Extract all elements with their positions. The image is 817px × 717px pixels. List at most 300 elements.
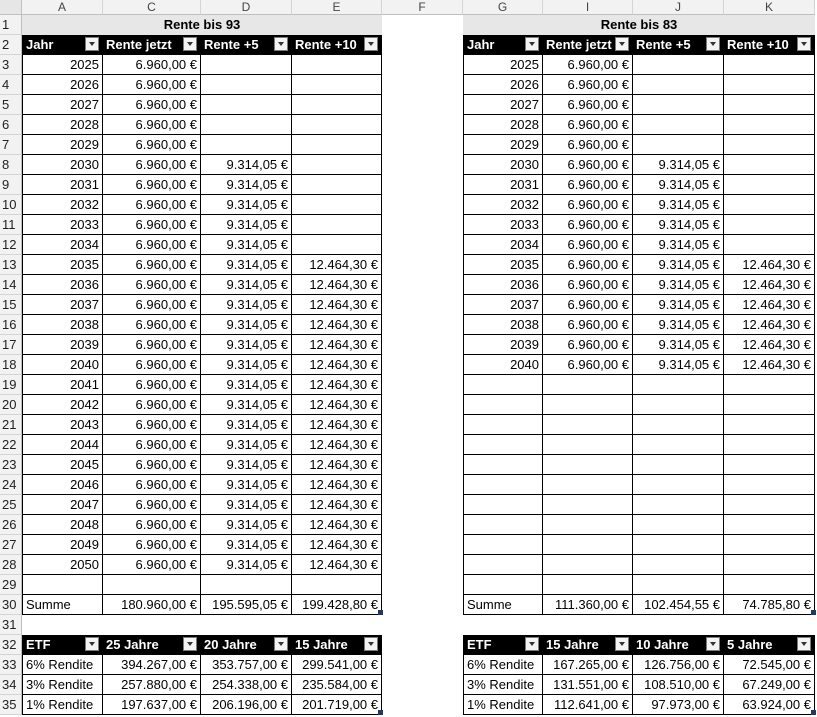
left-data-cell[interactable]: 12.464,30 € (292, 515, 382, 535)
left-data-cell[interactable]: 2043 (22, 415, 103, 435)
left-data-cell[interactable]: 6.960,00 € (103, 215, 201, 235)
right-data-cell[interactable] (543, 415, 633, 435)
right-data-cell[interactable] (463, 375, 543, 395)
right-data-cell[interactable]: 6.960,00 € (543, 135, 633, 155)
right-sum-cell[interactable]: 111.360,00 € (543, 595, 633, 615)
left-data-cell[interactable]: 9.314,05 € (201, 435, 292, 455)
right-data-cell[interactable] (633, 395, 724, 415)
left-data-cell[interactable]: 2035 (22, 255, 103, 275)
right-data-cell[interactable] (724, 555, 815, 575)
left-data-cell[interactable]: 6.960,00 € (103, 75, 201, 95)
left-data-cell[interactable]: 6.960,00 € (103, 295, 201, 315)
right-data-cell[interactable]: 9.314,05 € (633, 275, 724, 295)
left-data-cell[interactable]: 2037 (22, 295, 103, 315)
right-data-cell[interactable]: 6.960,00 € (543, 335, 633, 355)
filter-dropdown-icon[interactable] (364, 37, 378, 51)
right-etf-cell[interactable]: 108.510,00 € (633, 675, 724, 695)
left-data-cell[interactable]: 6.960,00 € (103, 175, 201, 195)
left-data-cell[interactable]: 6.960,00 € (103, 235, 201, 255)
row-header-26[interactable]: 26 (0, 515, 22, 535)
left-data-cell[interactable]: 9.314,05 € (201, 175, 292, 195)
column-header-j[interactable]: J (633, 0, 724, 15)
row-header-30[interactable]: 30 (0, 595, 22, 615)
right-etf-header-1[interactable] (543, 635, 633, 655)
filter-dropdown-icon[interactable] (85, 637, 99, 651)
select-all-corner[interactable] (0, 0, 22, 15)
right-data-cell[interactable]: 2025 (463, 55, 543, 75)
right-data-cell[interactable] (633, 95, 724, 115)
right-data-cell[interactable] (543, 575, 633, 595)
right-data-cell[interactable]: 12.464,30 € (724, 295, 815, 315)
left-data-cell[interactable]: 6.960,00 € (103, 415, 201, 435)
right-data-cell[interactable] (724, 175, 815, 195)
left-data-cell[interactable]: 6.960,00 € (103, 275, 201, 295)
right-etf-cell[interactable]: 167.265,00 € (543, 655, 633, 675)
left-data-cell[interactable]: 12.464,30 € (292, 395, 382, 415)
left-data-cell[interactable]: 12.464,30 € (292, 295, 382, 315)
right-data-cell[interactable] (724, 55, 815, 75)
right-data-cell[interactable]: 2033 (463, 215, 543, 235)
left-data-cell[interactable]: 6.960,00 € (103, 255, 201, 275)
left-etf-cell[interactable]: 394.267,00 € (103, 655, 201, 675)
row-header-11[interactable]: 11 (0, 215, 22, 235)
row-header-6[interactable]: 6 (0, 115, 22, 135)
right-data-cell[interactable] (463, 515, 543, 535)
left-data-cell[interactable] (201, 55, 292, 75)
right-data-cell[interactable]: 9.314,05 € (633, 215, 724, 235)
left-data-cell[interactable]: 6.960,00 € (103, 55, 201, 75)
right-header-3[interactable] (724, 35, 815, 55)
left-data-cell[interactable] (22, 575, 103, 595)
left-etf-header-0[interactable] (22, 635, 103, 655)
left-etf-header-1[interactable] (103, 635, 201, 655)
left-etf-cell[interactable]: 6% Rendite (22, 655, 103, 675)
left-etf-cell[interactable]: 201.719,00 € (292, 695, 382, 715)
row-header-21[interactable]: 21 (0, 415, 22, 435)
right-data-cell[interactable] (633, 575, 724, 595)
right-etf-cell[interactable]: 97.973,00 € (633, 695, 724, 715)
filter-dropdown-icon[interactable] (525, 37, 539, 51)
left-data-cell[interactable]: 2025 (22, 55, 103, 75)
left-data-cell[interactable]: 9.314,05 € (201, 515, 292, 535)
right-etf-cell[interactable]: 112.641,00 € (543, 695, 633, 715)
left-data-cell[interactable]: 2033 (22, 215, 103, 235)
row-header-10[interactable]: 10 (0, 195, 22, 215)
right-data-cell[interactable]: 2026 (463, 75, 543, 95)
right-data-cell[interactable]: 6.960,00 € (543, 215, 633, 235)
right-data-cell[interactable] (633, 515, 724, 535)
left-data-cell[interactable]: 6.960,00 € (103, 195, 201, 215)
right-data-cell[interactable]: 9.314,05 € (633, 175, 724, 195)
right-data-cell[interactable]: 2039 (463, 335, 543, 355)
left-etf-cell[interactable]: 206.196,00 € (201, 695, 292, 715)
left-data-cell[interactable]: 6.960,00 € (103, 395, 201, 415)
left-data-cell[interactable]: 12.464,30 € (292, 335, 382, 355)
right-data-cell[interactable]: 6.960,00 € (543, 235, 633, 255)
left-data-cell[interactable]: 6.960,00 € (103, 95, 201, 115)
right-data-cell[interactable] (543, 455, 633, 475)
left-data-cell[interactable]: 6.960,00 € (103, 375, 201, 395)
right-data-cell[interactable] (724, 495, 815, 515)
table-resize-handle[interactable] (378, 710, 383, 715)
left-sum-cell[interactable]: 199.428,80 € (292, 595, 382, 615)
right-data-cell[interactable] (543, 475, 633, 495)
left-data-cell[interactable] (292, 55, 382, 75)
right-data-cell[interactable] (724, 535, 815, 555)
right-data-cell[interactable] (463, 455, 543, 475)
left-etf-cell[interactable]: 3% Rendite (22, 675, 103, 695)
right-data-cell[interactable]: 6.960,00 € (543, 315, 633, 335)
right-data-cell[interactable] (724, 95, 815, 115)
right-data-cell[interactable] (724, 515, 815, 535)
right-data-cell[interactable]: 2034 (463, 235, 543, 255)
row-header-24[interactable]: 24 (0, 475, 22, 495)
right-data-cell[interactable] (724, 395, 815, 415)
left-data-cell[interactable]: 2036 (22, 275, 103, 295)
right-data-cell[interactable]: 12.464,30 € (724, 275, 815, 295)
left-data-cell[interactable]: 2040 (22, 355, 103, 375)
right-data-cell[interactable] (724, 135, 815, 155)
right-data-cell[interactable]: 2029 (463, 135, 543, 155)
left-data-cell[interactable]: 9.314,05 € (201, 395, 292, 415)
right-data-cell[interactable]: 12.464,30 € (724, 355, 815, 375)
right-data-cell[interactable]: 6.960,00 € (543, 255, 633, 275)
right-data-cell[interactable] (724, 575, 815, 595)
filter-dropdown-icon[interactable] (615, 637, 629, 651)
right-header-2[interactable] (633, 35, 724, 55)
filter-dropdown-icon[interactable] (797, 37, 811, 51)
right-etf-cell[interactable]: 126.756,00 € (633, 655, 724, 675)
row-header-23[interactable]: 23 (0, 455, 22, 475)
left-data-cell[interactable]: 2039 (22, 335, 103, 355)
right-data-cell[interactable] (543, 395, 633, 415)
right-data-cell[interactable] (463, 555, 543, 575)
left-data-cell[interactable]: 6.960,00 € (103, 135, 201, 155)
column-header-e[interactable]: E (292, 0, 382, 15)
right-data-cell[interactable]: 9.314,05 € (633, 155, 724, 175)
right-data-cell[interactable] (463, 395, 543, 415)
row-header-31[interactable]: 31 (0, 615, 22, 635)
filter-dropdown-icon[interactable] (615, 37, 629, 51)
right-data-cell[interactable] (724, 75, 815, 95)
right-etf-cell[interactable]: 72.545,00 € (724, 655, 815, 675)
right-data-cell[interactable]: 9.314,05 € (633, 335, 724, 355)
left-data-cell[interactable] (292, 175, 382, 195)
right-etf-cell[interactable]: 6% Rendite (463, 655, 543, 675)
left-data-cell[interactable]: 9.314,05 € (201, 155, 292, 175)
left-data-cell[interactable]: 2041 (22, 375, 103, 395)
left-data-cell[interactable]: 2031 (22, 175, 103, 195)
right-data-cell[interactable] (463, 495, 543, 515)
row-header-5[interactable]: 5 (0, 95, 22, 115)
row-header-29[interactable]: 29 (0, 575, 22, 595)
left-sum-label[interactable]: Summe (22, 595, 103, 615)
row-header-15[interactable]: 15 (0, 295, 22, 315)
right-data-cell[interactable]: 2032 (463, 195, 543, 215)
left-data-cell[interactable] (292, 155, 382, 175)
left-data-cell[interactable] (201, 95, 292, 115)
left-data-cell[interactable]: 9.314,05 € (201, 455, 292, 475)
right-etf-cell[interactable]: 67.249,00 € (724, 675, 815, 695)
left-data-cell[interactable]: 9.314,05 € (201, 195, 292, 215)
right-data-cell[interactable] (724, 455, 815, 475)
row-header-13[interactable]: 13 (0, 255, 22, 275)
row-header-27[interactable]: 27 (0, 535, 22, 555)
right-data-cell[interactable] (724, 475, 815, 495)
left-data-cell[interactable]: 6.960,00 € (103, 475, 201, 495)
right-data-cell[interactable]: 2040 (463, 355, 543, 375)
left-data-cell[interactable]: 9.314,05 € (201, 275, 292, 295)
left-etf-cell[interactable]: 197.637,00 € (103, 695, 201, 715)
filter-dropdown-icon[interactable] (706, 637, 720, 651)
left-data-cell[interactable]: 2045 (22, 455, 103, 475)
left-data-cell[interactable]: 9.314,05 € (201, 535, 292, 555)
right-data-cell[interactable]: 2030 (463, 155, 543, 175)
left-data-cell[interactable]: 9.314,05 € (201, 335, 292, 355)
left-data-cell[interactable]: 12.464,30 € (292, 415, 382, 435)
left-data-cell[interactable]: 9.314,05 € (201, 375, 292, 395)
filter-dropdown-icon[interactable] (797, 637, 811, 651)
row-header-19[interactable]: 19 (0, 375, 22, 395)
left-data-cell[interactable] (292, 195, 382, 215)
row-header-7[interactable]: 7 (0, 135, 22, 155)
left-data-cell[interactable]: 9.314,05 € (201, 295, 292, 315)
left-data-cell[interactable]: 2038 (22, 315, 103, 335)
right-data-cell[interactable] (633, 115, 724, 135)
left-data-cell[interactable]: 2044 (22, 435, 103, 455)
right-data-cell[interactable] (543, 515, 633, 535)
right-data-cell[interactable] (633, 415, 724, 435)
left-etf-cell[interactable]: 299.541,00 € (292, 655, 382, 675)
left-data-cell[interactable] (292, 95, 382, 115)
right-data-cell[interactable]: 9.314,05 € (633, 355, 724, 375)
right-data-cell[interactable]: 12.464,30 € (724, 335, 815, 355)
right-etf-cell[interactable]: 3% Rendite (463, 675, 543, 695)
right-etf-cell[interactable]: 131.551,00 € (543, 675, 633, 695)
row-header-18[interactable]: 18 (0, 355, 22, 375)
right-data-cell[interactable] (543, 555, 633, 575)
left-data-cell[interactable]: 2046 (22, 475, 103, 495)
right-sum-cell[interactable]: 74.785,80 € (724, 595, 815, 615)
right-etf-cell[interactable]: 1% Rendite (463, 695, 543, 715)
left-data-cell[interactable]: 6.960,00 € (103, 315, 201, 335)
left-header-2[interactable] (201, 35, 292, 55)
left-sum-cell[interactable]: 195.595,05 € (201, 595, 292, 615)
right-data-cell[interactable] (463, 435, 543, 455)
right-data-cell[interactable]: 6.960,00 € (543, 355, 633, 375)
column-header-i[interactable]: I (543, 0, 633, 15)
right-data-cell[interactable] (633, 375, 724, 395)
left-data-cell[interactable] (201, 575, 292, 595)
row-header-33[interactable]: 33 (0, 655, 22, 675)
right-data-cell[interactable] (543, 435, 633, 455)
left-etf-cell[interactable]: 1% Rendite (22, 695, 103, 715)
left-data-cell[interactable]: 2026 (22, 75, 103, 95)
left-data-cell[interactable]: 9.314,05 € (201, 255, 292, 275)
left-etf-cell[interactable]: 235.584,00 € (292, 675, 382, 695)
left-data-cell[interactable]: 6.960,00 € (103, 335, 201, 355)
left-data-cell[interactable]: 6.960,00 € (103, 555, 201, 575)
left-data-cell[interactable]: 2034 (22, 235, 103, 255)
left-data-cell[interactable]: 12.464,30 € (292, 355, 382, 375)
filter-dropdown-icon[interactable] (274, 37, 288, 51)
right-data-cell[interactable] (724, 195, 815, 215)
right-data-cell[interactable]: 6.960,00 € (543, 75, 633, 95)
right-data-cell[interactable] (463, 415, 543, 435)
right-header-0[interactable] (463, 35, 543, 55)
left-data-cell[interactable]: 2042 (22, 395, 103, 415)
left-data-cell[interactable]: 2049 (22, 535, 103, 555)
column-header-g[interactable]: G (463, 0, 543, 15)
left-data-cell[interactable] (292, 215, 382, 235)
right-data-cell[interactable] (724, 415, 815, 435)
left-data-cell[interactable] (292, 135, 382, 155)
right-data-cell[interactable]: 9.314,05 € (633, 295, 724, 315)
right-etf-header-3[interactable] (724, 635, 815, 655)
left-etf-header-3[interactable] (292, 635, 382, 655)
right-data-cell[interactable]: 6.960,00 € (543, 155, 633, 175)
filter-dropdown-icon[interactable] (85, 37, 99, 51)
left-data-cell[interactable]: 12.464,30 € (292, 535, 382, 555)
right-data-cell[interactable] (724, 375, 815, 395)
column-header-d[interactable]: D (201, 0, 292, 15)
right-data-cell[interactable] (633, 475, 724, 495)
row-header-8[interactable]: 8 (0, 155, 22, 175)
right-data-cell[interactable]: 9.314,05 € (633, 195, 724, 215)
left-data-cell[interactable]: 12.464,30 € (292, 315, 382, 335)
right-data-cell[interactable]: 2038 (463, 315, 543, 335)
left-data-cell[interactable]: 2029 (22, 135, 103, 155)
row-header-9[interactable]: 9 (0, 175, 22, 195)
row-header-17[interactable]: 17 (0, 335, 22, 355)
right-data-cell[interactable]: 2036 (463, 275, 543, 295)
row-header-2[interactable]: 2 (0, 35, 22, 55)
left-etf-header-2[interactable] (201, 635, 292, 655)
left-data-cell[interactable]: 12.464,30 € (292, 475, 382, 495)
left-data-cell[interactable]: 2048 (22, 515, 103, 535)
left-data-cell[interactable] (201, 135, 292, 155)
column-header-c[interactable]: C (103, 0, 201, 15)
right-data-cell[interactable] (633, 55, 724, 75)
left-etf-cell[interactable]: 353.757,00 € (201, 655, 292, 675)
column-header-k[interactable]: K (724, 0, 815, 15)
table-resize-handle[interactable] (811, 610, 816, 615)
left-data-cell[interactable]: 6.960,00 € (103, 535, 201, 555)
right-header-1[interactable] (543, 35, 633, 55)
left-data-cell[interactable]: 9.314,05 € (201, 555, 292, 575)
row-header-25[interactable]: 25 (0, 495, 22, 515)
left-data-cell[interactable] (103, 575, 201, 595)
right-data-cell[interactable]: 12.464,30 € (724, 315, 815, 335)
right-data-cell[interactable] (633, 135, 724, 155)
row-header-20[interactable]: 20 (0, 395, 22, 415)
right-data-cell[interactable]: 2035 (463, 255, 543, 275)
right-data-cell[interactable] (724, 235, 815, 255)
table-resize-handle[interactable] (811, 710, 816, 715)
left-data-cell[interactable]: 2047 (22, 495, 103, 515)
left-data-cell[interactable]: 9.314,05 € (201, 475, 292, 495)
column-header-a[interactable]: A (22, 0, 103, 15)
left-data-cell[interactable]: 6.960,00 € (103, 355, 201, 375)
left-data-cell[interactable]: 9.314,05 € (201, 355, 292, 375)
right-data-cell[interactable]: 6.960,00 € (543, 115, 633, 135)
right-data-cell[interactable]: 6.960,00 € (543, 95, 633, 115)
right-data-cell[interactable]: 12.464,30 € (724, 255, 815, 275)
right-data-cell[interactable] (724, 215, 815, 235)
filter-dropdown-icon[interactable] (183, 637, 197, 651)
right-data-cell[interactable]: 6.960,00 € (543, 55, 633, 75)
left-data-cell[interactable]: 2030 (22, 155, 103, 175)
right-data-cell[interactable]: 6.960,00 € (543, 175, 633, 195)
left-data-cell[interactable]: 12.464,30 € (292, 275, 382, 295)
row-header-22[interactable]: 22 (0, 435, 22, 455)
right-etf-header-0[interactable] (463, 635, 543, 655)
right-sum-label[interactable]: Summe (463, 595, 543, 615)
right-data-cell[interactable] (463, 475, 543, 495)
right-etf-header-2[interactable] (633, 635, 724, 655)
row-header-3[interactable]: 3 (0, 55, 22, 75)
left-data-cell[interactable]: 9.314,05 € (201, 215, 292, 235)
row-header-35[interactable]: 35 (0, 695, 22, 715)
row-header-14[interactable]: 14 (0, 275, 22, 295)
row-header-34[interactable]: 34 (0, 675, 22, 695)
left-data-cell[interactable]: 12.464,30 € (292, 375, 382, 395)
right-data-cell[interactable] (724, 155, 815, 175)
filter-dropdown-icon[interactable] (364, 637, 378, 651)
left-data-cell[interactable] (292, 235, 382, 255)
left-etf-cell[interactable]: 254.338,00 € (201, 675, 292, 695)
left-data-cell[interactable] (201, 115, 292, 135)
table-resize-handle[interactable] (378, 610, 383, 615)
row-header-32[interactable]: 32 (0, 635, 22, 655)
right-data-cell[interactable] (633, 455, 724, 475)
left-data-cell[interactable]: 12.464,30 € (292, 255, 382, 275)
right-data-cell[interactable] (724, 435, 815, 455)
row-header-28[interactable]: 28 (0, 555, 22, 575)
left-data-cell[interactable] (292, 575, 382, 595)
right-data-cell[interactable] (543, 535, 633, 555)
right-data-cell[interactable] (633, 495, 724, 515)
left-data-cell[interactable]: 9.314,05 € (201, 415, 292, 435)
filter-dropdown-icon[interactable] (706, 37, 720, 51)
row-header-4[interactable]: 4 (0, 75, 22, 95)
left-data-cell[interactable]: 2050 (22, 555, 103, 575)
row-header-1[interactable]: 1 (0, 15, 22, 35)
right-data-cell[interactable] (543, 375, 633, 395)
right-data-cell[interactable]: 2031 (463, 175, 543, 195)
left-header-3[interactable] (292, 35, 382, 55)
right-data-cell[interactable] (633, 555, 724, 575)
column-header-f[interactable]: F (382, 0, 463, 15)
left-data-cell[interactable]: 6.960,00 € (103, 515, 201, 535)
right-data-cell[interactable] (633, 75, 724, 95)
filter-dropdown-icon[interactable] (183, 37, 197, 51)
left-data-cell[interactable]: 12.464,30 € (292, 495, 382, 515)
left-etf-cell[interactable]: 257.880,00 € (103, 675, 201, 695)
left-data-cell[interactable]: 12.464,30 € (292, 455, 382, 475)
right-data-cell[interactable]: 6.960,00 € (543, 295, 633, 315)
row-header-16[interactable]: 16 (0, 315, 22, 335)
left-data-cell[interactable]: 2032 (22, 195, 103, 215)
filter-dropdown-icon[interactable] (274, 637, 288, 651)
left-sum-cell[interactable]: 180.960,00 € (103, 595, 201, 615)
filter-dropdown-icon[interactable] (525, 637, 539, 651)
right-data-cell[interactable] (543, 495, 633, 515)
left-data-cell[interactable]: 6.960,00 € (103, 115, 201, 135)
right-data-cell[interactable] (633, 435, 724, 455)
right-data-cell[interactable] (463, 535, 543, 555)
left-data-cell[interactable]: 12.464,30 € (292, 435, 382, 455)
